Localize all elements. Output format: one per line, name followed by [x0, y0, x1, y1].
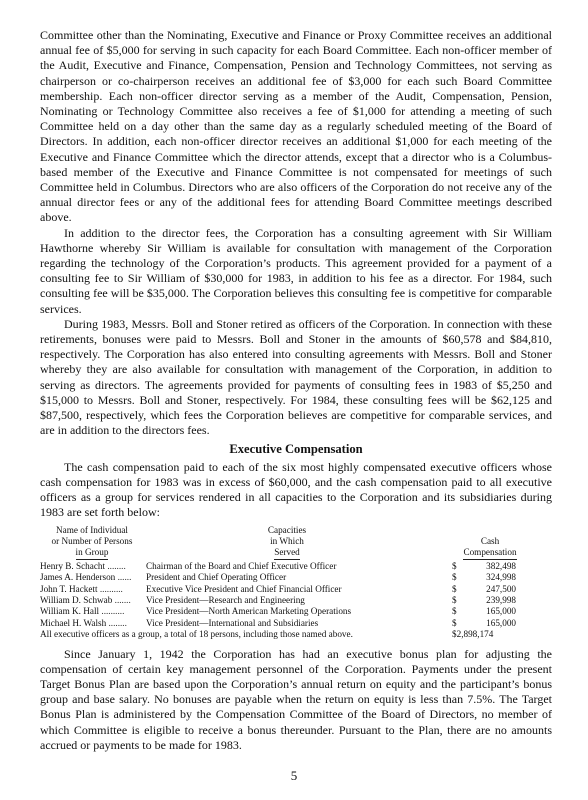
- row-amount: 239,998: [486, 594, 516, 605]
- row-leader: ........: [108, 617, 127, 628]
- paragraph-compensation-intro: The cash compensation paid to each of the six most highly compensated executive officers whose cash compensation for 1983 was in excess of $60,000, and the cash compensation paid to all executive officers as a group for services rendered in all capacities to the Corporation and its subsidiaries during 1983 are set forth below:: [40, 459, 552, 520]
- row-amount: 382,498: [486, 560, 516, 571]
- row-name: William D. Schwab: [40, 594, 113, 605]
- header-cash-line: Cash: [480, 535, 500, 546]
- table-row: [40, 561, 552, 572]
- section-heading: Executive Compensation: [229, 442, 363, 457]
- row-dollar: $: [452, 583, 457, 594]
- paragraph-committee-fees: Committee other than the Nominating, Executive and Finance or Proxy Committee receives an additional annual fee of $5,000 for serving in such capacity for each Board Committee. Each non-officer member of the Audit, Executive and Finance, Compensation, Pension and Technology Committees, not serving as chairperson or co-chairperson receives an additional fee of $3,000 for each such Board Committee membership. Each non-officer director serving as a member of the Audit, Compensation, Pension, Nominating or Technology Committee also receives a fee of $1,000 for attending a meeting of such Committee held on a day other than the same day as a regularly scheduled meeting of the Board of Directors. In addition, each non-officer director receives an additional $1,000 for each meeting of the Executive and Finance Committee which the director attends, except that a director who is a Columbus-based member of the Executive and Finance Committee is not compensated for meetings of such Committee held in Columbus. Directors who are also officers of the Corporation do not receive any of the annual director fees or any of the additional fees for attending Board Committee meetings described above.: [40, 28, 552, 225]
- row-amount: 247,500: [486, 583, 516, 594]
- row-name: Henry B. Schacht: [40, 560, 106, 571]
- row-name: John T. Hackett: [40, 583, 98, 594]
- header-cash: [428, 525, 552, 561]
- row-capacity: President and Chief Operating Officer: [146, 572, 287, 583]
- page-number: 5: [290, 768, 298, 783]
- total-amount: $2,898,174: [452, 629, 494, 640]
- header-name-line: or Number of Persons: [51, 535, 133, 546]
- header-name-line: in Group: [76, 547, 109, 559]
- row-dollar: $: [452, 606, 457, 617]
- row-amount: 165,000: [486, 617, 516, 628]
- row-leader: ........: [107, 560, 126, 571]
- row-name: Michael H. Walsh: [40, 617, 107, 628]
- document-page: [40, 28, 552, 753]
- row-dollar: $: [452, 594, 457, 605]
- row-dollar: $: [452, 572, 457, 583]
- table-row: [40, 606, 552, 617]
- paragraph-consulting-hawthorne: In addition to the director fees, the Corporation has a consulting agreement with Sir William Hawthorne whereby Sir William is available for consultation with management of the Corporation regarding the technology of the Corporation’s products. This agreement provided for a payment of a consulting fee to Sir William of $30,000 for 1983, in addition to his fee as a director. For 1984, such consulting fee will be $35,000. The Corporation believes this consulting fee is competitive for comparable services.: [40, 225, 552, 316]
- row-capacity: Vice President—International and Subsidiaries: [146, 617, 319, 628]
- header-name: [40, 525, 144, 561]
- row-name: William K. Hall: [40, 606, 100, 617]
- table-row: [40, 618, 552, 629]
- header-capacity-line: in Which: [270, 535, 304, 546]
- header-capacity: [144, 525, 428, 561]
- row-leader: .......: [114, 594, 131, 605]
- header-name-line: Name of Individual: [56, 524, 128, 535]
- table-row: [40, 572, 552, 583]
- table-row: [40, 595, 552, 606]
- row-dollar: $: [452, 617, 457, 628]
- row-amount: 165,000: [486, 606, 516, 617]
- row-amount: 324,998: [486, 572, 516, 583]
- row-leader: ..........: [99, 583, 123, 594]
- row-leader: ..........: [101, 606, 125, 617]
- row-name: James A. Henderson: [40, 572, 116, 583]
- header-capacity-line: Served: [274, 547, 300, 559]
- header-capacity-line: Capacities: [267, 524, 307, 535]
- compensation-table: [40, 525, 552, 641]
- paragraph-boll-stoner: During 1983, Messrs. Boll and Stoner retired as officers of the Corporation. In connection with these retirements, bonuses were paid to Messrs. Boll and Stoner in the amounts of $60,578 and $84,810, respectively. The Corporation has also entered into consulting agreements with Messrs. Boll and Stoner whereby they are also available for consultation with management of the Corporation, in addition to serving as directors. The agreements provided for payments of consulting fees in 1983 of $5,250 and $15,000 to Messrs. Boll and Stoner, respectively. For 1984, these consulting fees will be $62,125 and $87,500, respectively, which fees the Corporation believes are competitive for comparable services, and are in addition to the directors fees.: [40, 316, 552, 438]
- table-total-row: [40, 629, 552, 640]
- paragraph-bonus-plan: Since January 1, 1942 the Corporation has had an executive bonus plan for adjusting the compensation of certain key management personnel of the Corporation. Payments under the present Target Bonus Plan are based upon the Corporation’s annual return on equity and the participant’s bonus group and base salary. No bonuses are payable when the return on equity is less than 7.5%. The Target Bonus Plan is administered by the Compensation Committee of the Board of Directors, no member of which Committee is eligible to receive a bonus thereunder. Pursuant to the Plan, there are no amounts accrued or payments to be made for 1983.: [40, 646, 552, 752]
- row-leader: ......: [117, 572, 132, 583]
- row-capacity: Executive Vice President and Chief Financial Officer: [146, 583, 342, 594]
- total-label: All executive officers as a group, a total of 18 persons, including those named above.: [40, 629, 353, 640]
- header-cash-line: Compensation: [463, 547, 516, 559]
- table-header-row: [40, 525, 552, 561]
- row-dollar: $: [452, 560, 457, 571]
- row-capacity: Chairman of the Board and Chief Executive Officer: [146, 560, 337, 571]
- row-capacity: Vice President—North American Marketing Operations: [146, 606, 352, 617]
- table-row: [40, 584, 552, 595]
- row-capacity: Vice President—Research and Engineering: [146, 594, 305, 605]
